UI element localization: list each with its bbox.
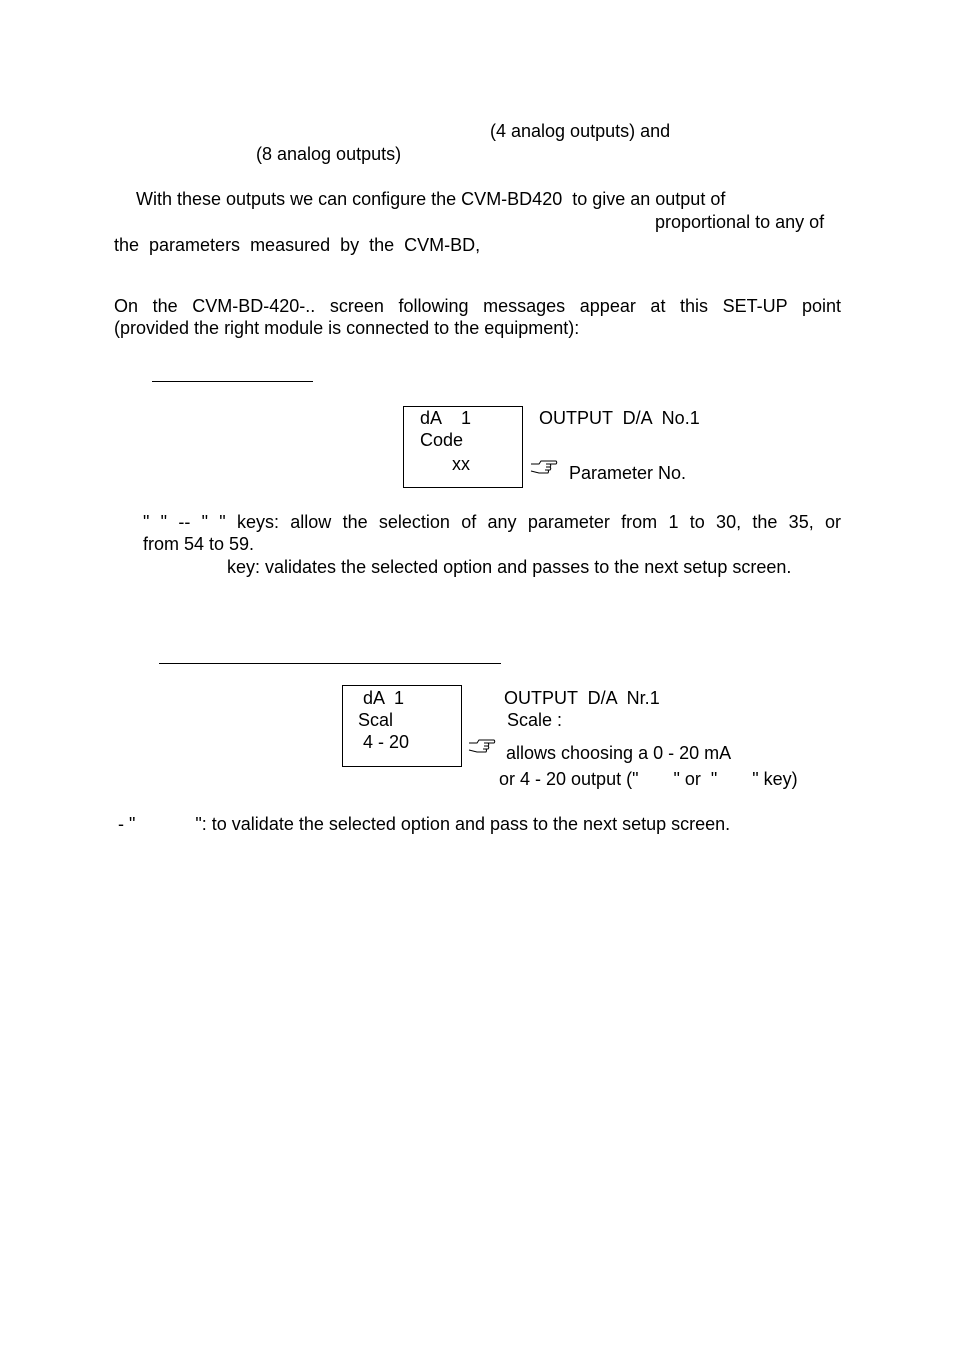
intro-paragraph-line-1: With these outputs we can configure the CVM-BD420 to give an output of	[136, 189, 726, 209]
screen-2-subtitle: Scale :	[507, 710, 563, 730]
screen-1-keys-line-2: from 54 to 59.	[143, 534, 255, 554]
screen-1-title: OUTPUT D/A No.1	[539, 408, 700, 428]
display-2-row-3: 4 - 20	[363, 732, 410, 752]
setup-paragraph-line-1: On the CVM-BD-420-.. screen following messages appear at this SET-UP point	[114, 296, 841, 316]
hand-pointing-icon	[530, 458, 558, 476]
intro-line-1: (4 analog outputs) and	[490, 121, 671, 141]
intro-paragraph-line-2: proportional to any of	[655, 212, 825, 232]
screen-1-validate-line: key: validates the selected option and passes to the next setup screen.	[227, 557, 792, 577]
display-1-row-1: dA 1	[420, 408, 472, 428]
hand-pointing-icon	[468, 737, 496, 755]
display-screen-2	[342, 685, 462, 767]
intro-paragraph-line-3: the parameters measured by the CVM-BD,	[114, 235, 481, 255]
screen-2-desc-line-1: allows choosing a 0 - 20 mA	[506, 743, 732, 763]
display-1-row-2: Code	[420, 430, 464, 450]
display-2-row-2: Scal	[358, 710, 394, 730]
section-2-heading-underline	[159, 663, 501, 664]
display-screen-1	[403, 406, 523, 488]
screen-2-validate-line: - " ": to validate the selected option and pass to the next setup screen.	[118, 814, 731, 834]
screen-1-note: Parameter No.	[569, 463, 687, 483]
section-1-heading-underline	[152, 381, 313, 382]
screen-2-desc-line-2: or 4 - 20 output (" " or " " key)	[499, 769, 798, 789]
screen-1-keys-line-1: " " -- " " keys: allow the selection of any parameter from 1 to 30, the 35, or	[143, 512, 841, 532]
setup-paragraph-line-2: (provided the right module is connected to the equipment):	[114, 318, 580, 338]
intro-line-2: (8 analog outputs)	[256, 144, 402, 164]
display-1-row-3: xx	[452, 454, 470, 474]
screen-2-title: OUTPUT D/A Nr.1	[504, 688, 660, 708]
display-2-row-1: dA 1	[363, 688, 405, 708]
